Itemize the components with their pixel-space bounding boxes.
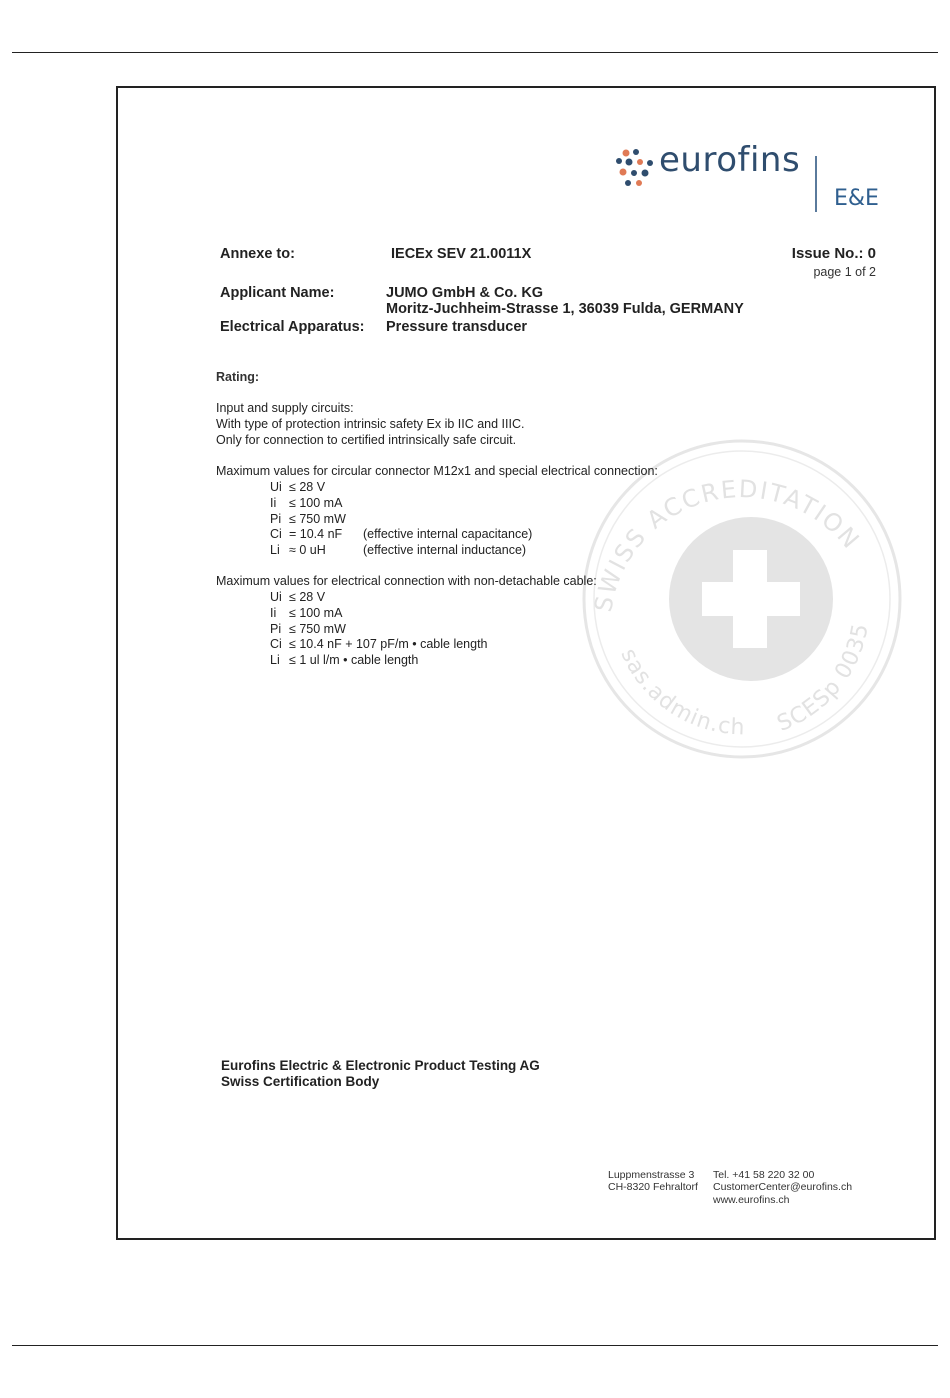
page-number: page 1 of 2 — [813, 265, 876, 279]
intro-line: With type of protection intrinsic safety Ex ib IIC and IIIC. — [216, 417, 525, 431]
param-symbol: Li — [270, 543, 280, 558]
param-value: ≤ 1 ul l/m • cable length — [289, 653, 419, 668]
value-row — [270, 637, 630, 653]
param-value: = 10.4 nF — [289, 527, 343, 542]
value-row — [270, 543, 630, 559]
page-bottom-rule — [12, 1345, 938, 1346]
division-label: E&E — [834, 186, 879, 211]
applicant-address: Moritz-Juchheim-Strasse 1, 36039 Fulda, GERMANY — [386, 301, 744, 317]
param-symbol: Ui — [270, 480, 282, 494]
issuer-name: Eurofins Electric & Electronic Product Testing AG — [221, 1058, 540, 1073]
swiss-cross-horizontal — [702, 582, 800, 616]
value-row — [270, 480, 630, 496]
watermark-bottom-right-text: SCESp 0035 — [773, 620, 874, 737]
value-row — [270, 496, 630, 512]
value-row — [270, 590, 630, 606]
certificate-annex-sheet — [116, 86, 936, 1240]
address-street: Luppmenstrasse 3 — [608, 1169, 695, 1181]
param-value: ≤ 100 mA — [289, 605, 343, 620]
param-symbol: Ui — [270, 590, 282, 604]
address-city: CH-8320 Fehraltorf — [608, 1181, 698, 1194]
value-row — [270, 653, 630, 669]
param-symbol: Ci — [270, 637, 282, 652]
param-symbol: Pi — [270, 621, 282, 636]
issue-number: Issue No.: 0 — [791, 245, 876, 262]
issuer-contact — [713, 1169, 852, 1206]
apparatus-value: Pressure transducer — [386, 319, 528, 335]
param-symbol: Li — [270, 653, 280, 668]
param-value: ≤ 750 mW — [289, 511, 346, 526]
connector-heading: Maximum values for circular connector M12x1 and special electrical connection: — [216, 464, 658, 478]
certificate-number: IECEx SEV 21.0011X — [391, 246, 532, 262]
contact-website: www.eurofins.ch — [713, 1193, 790, 1206]
connector-values-list — [270, 480, 630, 559]
eurofins-logo-text: eurofins — [659, 140, 801, 180]
param-value: ≈ 0 uH — [289, 543, 326, 558]
page-top-rule — [12, 52, 938, 53]
cable-values-list — [270, 590, 630, 669]
eurofins-logo-icon — [614, 148, 656, 188]
param-symbol: Ii — [270, 605, 277, 620]
applicant-label: Applicant Name: — [220, 285, 335, 301]
intro-line: Input and supply circuits: — [216, 401, 354, 415]
cable-heading: Maximum values for electrical connection with non-detachable cable: — [216, 574, 597, 588]
contact-email: CustomerCenter@eurofins.ch — [713, 1181, 853, 1194]
param-symbol: Ci — [270, 527, 282, 542]
value-row — [270, 512, 630, 528]
issuer-address — [608, 1169, 698, 1194]
value-row — [270, 527, 630, 543]
intro-line: Only for connection to certified intrinsically safe circuit. — [216, 433, 517, 447]
param-value: ≤ 10.4 nF + 107 pF/m • cable length — [289, 637, 488, 652]
param-symbol: Pi — [270, 511, 282, 526]
apparatus-label: Electrical Apparatus: — [220, 319, 365, 335]
param-value: ≤ 100 mA — [289, 495, 343, 510]
param-note: (effective internal capacitance) — [363, 527, 533, 542]
param-note: (effective internal inductance) — [363, 543, 527, 558]
applicant-name: JUMO GmbH & Co. KG — [386, 285, 544, 301]
value-row — [270, 606, 630, 622]
param-value: ≤ 28 V — [289, 480, 326, 494]
watermark-bottom-left-text: sas.admin.ch — [615, 644, 746, 741]
value-row — [270, 622, 630, 638]
issuer-body: Swiss Certification Body — [221, 1074, 380, 1089]
param-value: ≤ 750 mW — [289, 621, 346, 636]
param-symbol: Ii — [270, 495, 277, 510]
watermark-top-text: SWISS ACCREDITATION — [589, 474, 866, 615]
contact-phone: Tel. +41 58 220 32 00 — [713, 1169, 815, 1181]
rating-heading: Rating: — [216, 370, 260, 384]
param-value: ≤ 28 V — [289, 590, 326, 604]
annexe-label: Annexe to: — [220, 246, 295, 262]
logo-divider — [815, 156, 817, 212]
